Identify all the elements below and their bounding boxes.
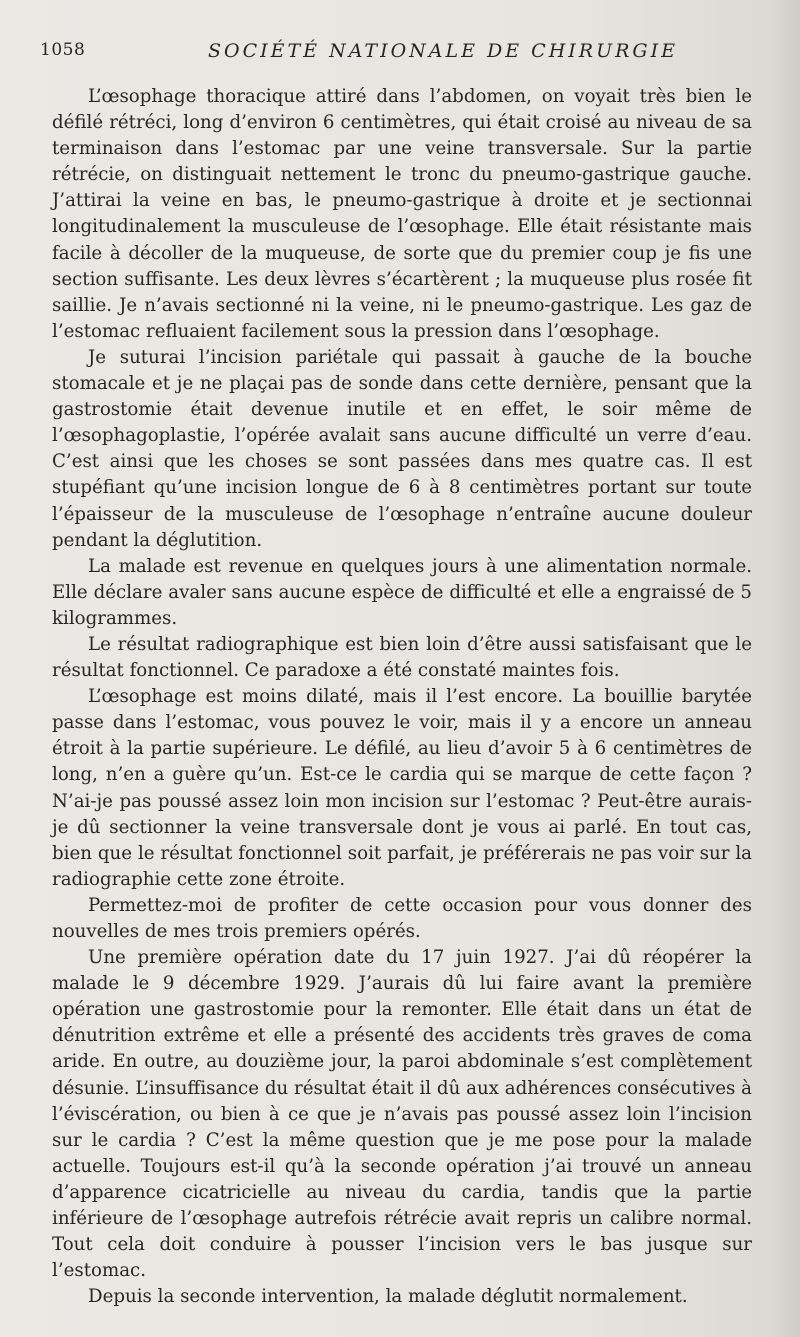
running-head: SOCIÉTÉ NATIONALE DE CHIRURGIE xyxy=(208,40,678,62)
paragraph: La malade est revenue en quelques jours à une alimentation normale. Elle déclare avaler sans aucune espèce de difficulté et elle a engraissé de 5 kilogrammes. xyxy=(52,555,752,629)
paragraph: Permettez-moi de profiter de cette occasion pour vous donner des nouvelles de mes trois premiers opérés. xyxy=(52,894,752,942)
page-header xyxy=(40,40,760,68)
paragraph: Depuis la seconde intervention, la malade déglutit normalement. xyxy=(88,1286,688,1308)
paragraph: Le résultat radiographique est bien loin d’être aussi satisfaisant que le résultat fonctionnel. Ce paradoxe a été constaté maintes fois. xyxy=(52,633,752,682)
paragraph: L’œsophage thoracique attiré dans l’abdomen, on voyait très bien le défilé rétréci, long d’environ 6 centimètres, qui était croisé au niveau de sa terminaison dans l’estomac par une veine transversale. Sur la partie rétrécie, on distinguait nettement le tronc du pneumo-gastrique gauche. J’attirai la veine en bas, le pneumo-gastrique à droite et je sectionnai longitudinalement la musculeuse de l’œsophage. Elle était résistante mais facile à décoller de la muqueuse, de sorte que du premier coup je fis une section suffisante. Les deux lèvres s’écartèrent ; la muqueuse plus rosée fit saillie. Je n’avais sectionné ni la veine, ni le pneumo-gastrique. Les gaz de l’estomac refluaient facilement sous la pression dans l’œsophage. xyxy=(52,86,752,342)
paragraph: L’œsophage est moins dilaté, mais il l’est encore. La bouillie barytée passe dans l’estomac, vous pouvez le voir, mais il y a encore un anneau étroit à la partie supérieure. Le défilé, au lieu d’avoir 5 à 6 centimètres de long, n’en a guère qu’un. Est-ce le cardia qui se marque de cette façon ? N’ai-je pas poussé assez loin mon incision sur l’estomac ? Peut-être aurais-je dû sectionner la veine transversale dont je vous ai parlé. En tout cas, bien que le résultat fonctionnel soit parfait, je préférerais ne pas voir sur la radiographie cette zone étroite. xyxy=(52,686,752,890)
paragraph: Je suturai l’incision pariétale qui passait à gauche de la bouche stomacale et je ne plaçai pas de sonde dans cette dernière, pensant que la gastrostomie était devenue inutile et en effet, le soir même de l’œsophagoplastie, l’opérée avalait sans aucune difficulté un verre d’eau. C’est ainsi que les choses se sont passées dans mes quatre cas. Il est stupéfiant qu’une incision longue de 6 à 8 centimètres portant sur toute l’épaisseur de la musculeuse de l’œsophage n’entraîne aucune douleur pendant la déglutition. xyxy=(52,346,752,551)
paragraph: Une première opération date du 17 juin 1927. J’ai dû réopérer la malade le 9 décembre 1929. J’aurais dû lui faire avant la première opération une gastrostomie pour la remonter. Elle était dans un état de dénutrition extrême et elle a présenté des accidents très graves de coma aride. En outre, au douzième jour, la paroi abdominale s’est complètement désunie. L’insuffisance du résultat était il dû aux adhérences consécutives à l’éviscération, ou bien à ce que je n’avais pas poussé assez loin l’incision sur le cardia ? C’est la même question que je me pose pour la malade actuelle. Toujours est-il qu’à la seconde opération j’ai trouvé un anneau d’apparence cicatricielle au niveau du cardia, tandis que la partie inférieure de l’œsophage autrefois rétrécie avait repris un calibre normal. Tout cela doit conduire à pousser l’incision vers le bas jusque sur l’estomac. xyxy=(52,947,752,1282)
page-number: 1058 xyxy=(40,40,86,60)
article-body xyxy=(52,84,752,1310)
